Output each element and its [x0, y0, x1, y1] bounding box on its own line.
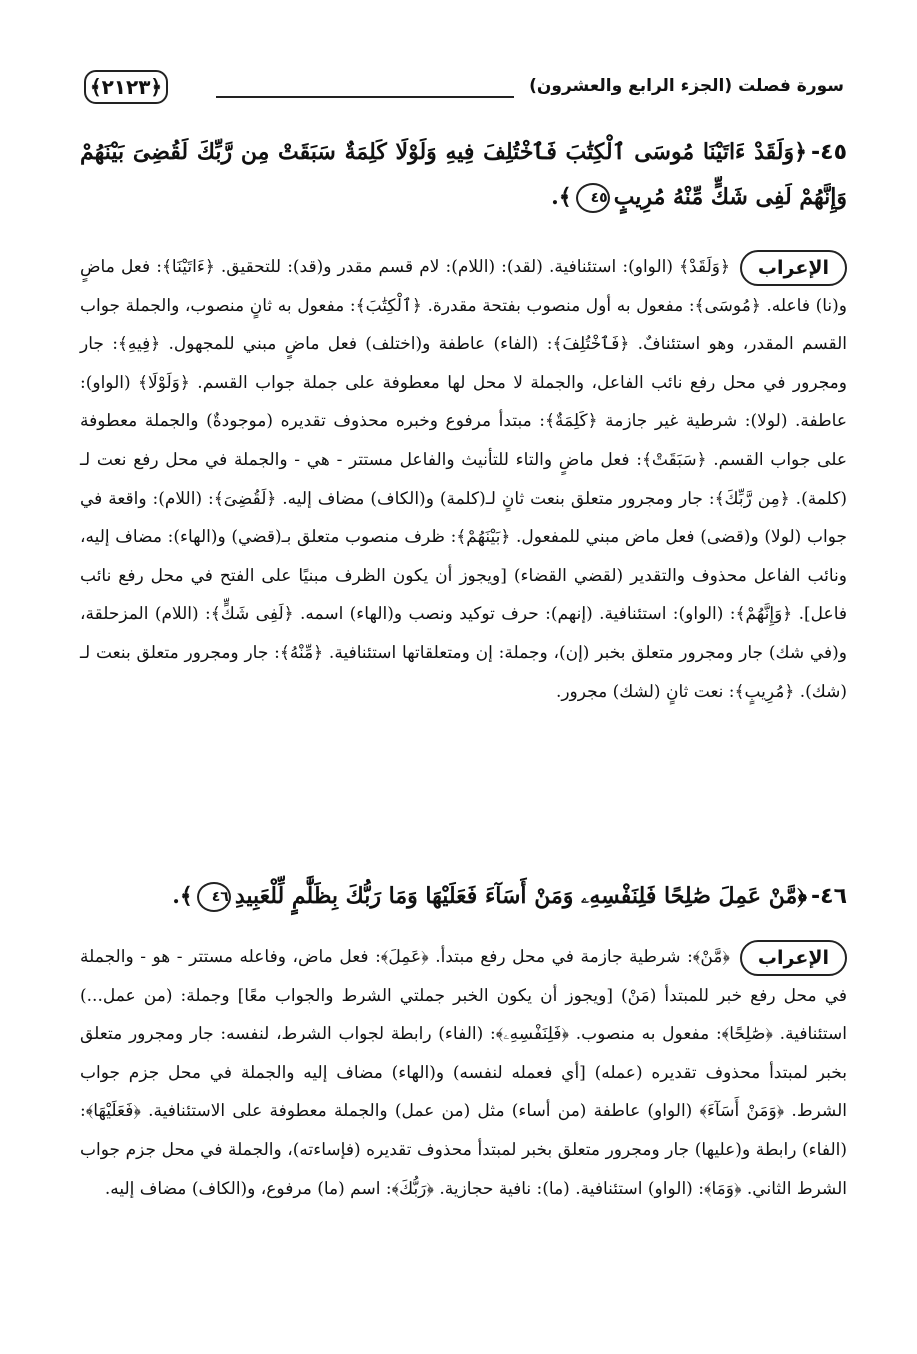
- irab-text: ﴿مَّنْ﴾: شرطية جازمة في محل رفع مبتدأ. ﴿عَمِلَ﴾: فعل ماض، وفاعله مستتر - هو - والجملة في محل رفع خبر للمبتدأ (مَنْ) [ويجوز أن يكون الخبر جملتي الشرط والجواب معًا] وجملة: (من عمل...) استئنافية. ﴿صَٰلِحًا﴾: مفعول به منصوب. ﴿فَلِنَفْسِهِۦ﴾: (الفاء) رابطة لجواب الشرط، لنفسه: جار ومجرور متعلق بخبر لمبتدأ محذوف تقديره (عمله) [أي فعمله لنفسه) و(الهاء) مضاف إليه والجملة في محل جزم جواب الشرط. ﴿وَمَنْ أَسَآءَ﴾ (الواو) عاطفة (من أساء) مثل (من عمل) والجملة معطوفة على الاستئنافية. ﴿فَعَلَيْهَا﴾: (الفاء) رابطة و(عليها) جار ومجرور متعلق بخبر لمبتدأ محذوف تقديره (فإساءته)، والجملة في محل جزم جواب الشرط الثاني. ﴿وَمَا﴾: (الواو) استئنافية. (ما): نافية حجازية. ﴿رَبُّكَ﴾: اسم (ما) مرفوع، و(الكاف) مضاف إليه.: [80, 947, 847, 1199]
- ayah-number-medallion: ٤٥: [576, 183, 610, 213]
- running-title: سورة فصلت (الجزء الرابع والعشرون): [529, 76, 844, 96]
- irab-45: [80, 248, 847, 711]
- ornate-bracket-open: ﴿: [797, 883, 807, 909]
- verse-45: [80, 130, 847, 219]
- irab-text: ﴿وَلَقَدْ﴾ (الواو): استئنافية. (لقد): (اللام): لام قسم مقدر و(قد): للتحقيق. ﴿ءَاتَيْنَا﴾: فعل ماضٍ و(نا) فاعله. ﴿مُوسَى﴾: مفعول به أول منصوب بفتحة مقدرة. ﴿ٱلْكِتَٰبَ﴾: مفعول به ثانٍ منصوب، والجملة جواب القسم المقدر، وهو استئنافٌ. ﴿فَٱخْتُلِفَ﴾: (الفاء) عاطفة و(اختلف) فعل ماضٍ مبني للمجهول. ﴿فِيهِ﴾: جار ومجرور في محل رفع نائب الفاعل، والجملة لا محل لها معطوفة على جملة جواب القسم. ﴿وَلَوْلَا﴾ (الواو): عاطفة. (لولا): شرطية غير جازمة ﴿كَلِمَةٌ﴾: مبتدأ مرفوع وخبره محذوف تقديره (موجودةٌ) والجملة معطوفة على جواب القسم. ﴿سَبَقَتْ﴾: فعل ماضٍ والتاء للتأنيث والفاعل مستتر - هي - والجملة في محل رفع نعت لـ (كلمة). ﴿مِن رَّبِّكَ﴾: جار ومجرور متعلق بنعت ثانٍ لـ(كلمة) و(الكاف) مضاف إليه. ﴿لَقُضِىَ﴾: (اللام): واقعة في جواب (لولا) و(قضى) فعل ماض مبني للمفعول. ﴿بَيْنَهُمْ﴾: ظرف منصوب متعلق بـ(قضي) و(الهاء): مضاف إليه، ونائب الفاعل محذوف والتقدير (لقضي القضاء) [ويجوز أن يكون الظرف مبنيًا على الفتح في محل رفع نائب فاعل]. ﴿وَإِنَّهُمْ﴾: (الواو): استئنافية. (إنهم): حرف توكيد ونصب و(الهاء) اسمه. ﴿لَفِى شَكٍّ﴾: (اللام) المزحلقة، و(في شك) جار ومجرور متعلق بخبر (إن)، وجملة: إن ومتعلقاتها استئنافية. ﴿مِّنْهُ﴾: جار ومجرور متعلق بنعت لـ (شك). ﴿مُرِيبٍ﴾: نعت ثانٍ (لشك) مجرور.: [80, 257, 847, 702]
- ornate-bracket-close: ﴾.: [551, 184, 572, 210]
- page-number: ﴿٢١٢٣﴾: [84, 70, 168, 104]
- verse-number: ٤٦-: [811, 884, 847, 909]
- irab-badge: الإعراب: [740, 940, 847, 976]
- page-header: [84, 62, 844, 112]
- ayah-number-medallion: ٤٦: [197, 882, 231, 912]
- irab-46: [80, 938, 847, 1208]
- ornate-bracket-open: ﴿: [794, 139, 807, 165]
- verse-text: وَلَقَدْ ءَاتَيْنَا مُوسَى ٱلْكِتَٰبَ فَٱخْتُلِفَ فِيهِ وَلَوْلَا كَلِمَةٌ سَبَقَتْ مِن رَّبِّكَ لَقُضِىَ بَيْنَهُمْ وَإِنَّهُمْ لَفِى شَكٍّ مِّنْهُ مُرِيبٍ: [80, 139, 847, 210]
- header-rule: [216, 96, 514, 98]
- irab-badge: الإعراب: [740, 250, 847, 286]
- verse-46: [80, 874, 847, 919]
- verse-text: مَّنْ عَمِلَ صَٰلِحًا فَلِنَفْسِهِۦ وَمَنْ أَسَآءَ فَعَلَيْهَا وَمَا رَبُّكَ بِظَلَّٰمٍ لِّلْعَبِيدِ: [234, 883, 798, 909]
- ornate-bracket-close: ﴾.: [172, 883, 193, 909]
- verse-number: ٤٥-: [811, 140, 847, 165]
